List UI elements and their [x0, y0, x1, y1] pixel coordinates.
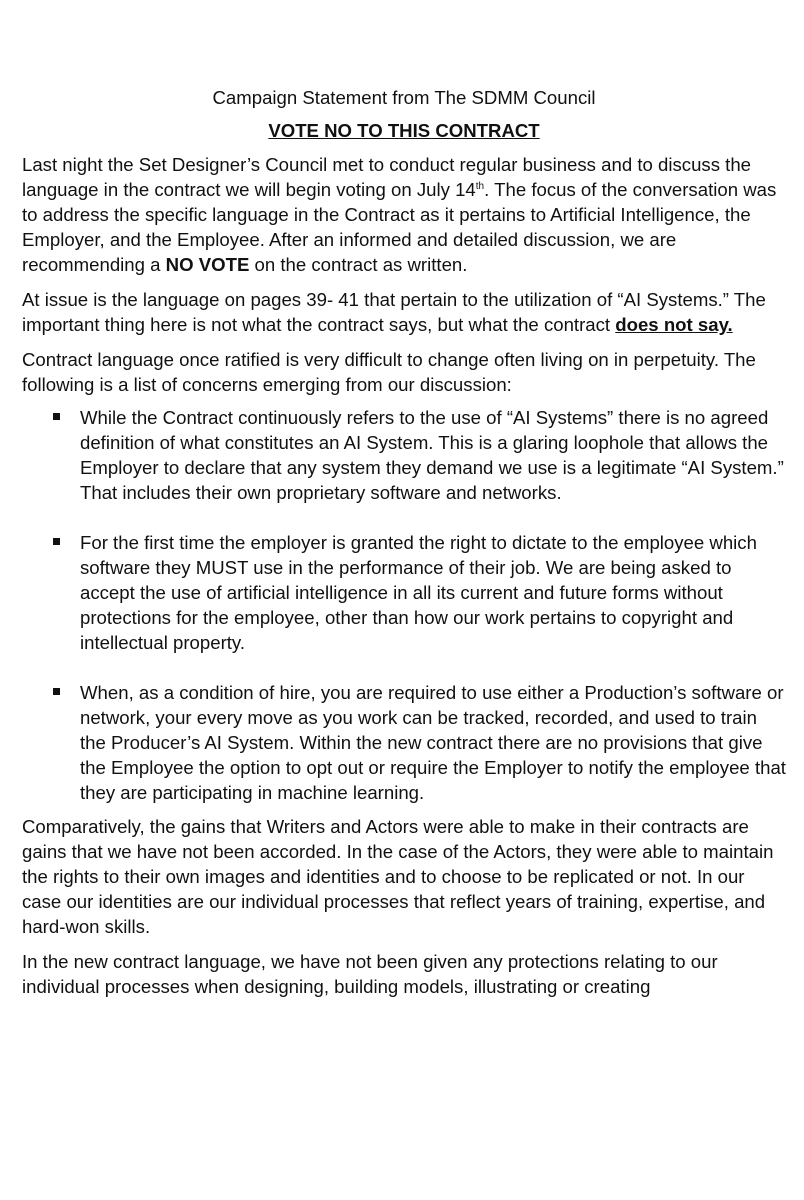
paragraph-intro-text-3: on the contract as written.: [249, 254, 468, 275]
square-bullet-icon: [53, 538, 60, 545]
paragraph-intro-text: Last night the Set Designer’s Council met to conduct regular business and to discuss the language in the contract we will begin voting on July 14: [22, 154, 752, 200]
paragraph-issue: [22, 287, 786, 337]
does-not-say-emphasis: does not say.: [615, 314, 733, 335]
list-item-text: For the first time the employer is granted the right to dictate to the employee which software they MUST use in the performance of their job. We are being asked to accept the use of artificial intelligence in all its current and future forms without protections for the employee, other than how our work pertains to copyright and intellectual property.: [80, 532, 757, 653]
paragraph-issue-text: At issue is the language on pages 39- 41 that pertain to the utilization of “AI Systems.” The important thing here is not what the contract says, but what the contract: [22, 289, 766, 335]
square-bullet-icon: [53, 413, 60, 420]
list-item-text: While the Contract continuously refers to the use of “AI Systems” there is no agreed definition of what constitutes an AI System. This is a glaring loophole that allows the Employer to declare that any system they demand we use is a legitimate “AI System.” That includes their own proprietary software and networks.: [80, 407, 784, 503]
document-page: [22, 85, 786, 1009]
paragraph-intro: [22, 152, 786, 277]
square-bullet-icon: [53, 688, 60, 695]
list-item: [22, 405, 786, 505]
list-item-text: When, as a condition of hire, you are required to use either a Production’s software or network, your every move as you work can be tracked, recorded, and used to train the Producer’s AI System. Within the new contract there are no provisions that give the Employee the option to opt out or require the Employer to notify the employee that they are participating in machine learning.: [80, 682, 786, 803]
date-suffix: th: [475, 181, 485, 192]
list-item: [22, 680, 786, 805]
concerns-list: [22, 405, 786, 805]
document-title: VOTE NO TO THIS CONTRACT: [268, 120, 540, 141]
paragraph-intro-text-2: . The focus of the conversation was to address the specific language in the Contract as it pertains to Artificial Intelligence, the Employer, and the Employee. After an informed and detailed discussion, we are recommending a: [22, 179, 777, 275]
paragraph-new-contract: In the new contract language, we have not been given any protections relating to our individual processes when designing, building models, illustrating or creating: [22, 951, 718, 997]
no-vote-emphasis: NO VOTE: [165, 254, 250, 275]
paragraph-comparison: Comparatively, the gains that Writers and Actors were able to make in their contracts are gains that we have not been accorded. In the case of the Actors, they were able to maintain the rights to their own images and identities and to choose to be replicated or not. In our case our identities are our individual processes that reflect years of training, expertise, and hard-won skills.: [22, 816, 774, 937]
paragraph-concerns-intro: Contract language once ratified is very difficult to change often living on in perpetuity. The following is a list of concerns emerging from our discussion:: [22, 349, 756, 395]
list-item: [22, 530, 786, 655]
document-heading: Campaign Statement from The SDMM Council: [212, 87, 596, 108]
